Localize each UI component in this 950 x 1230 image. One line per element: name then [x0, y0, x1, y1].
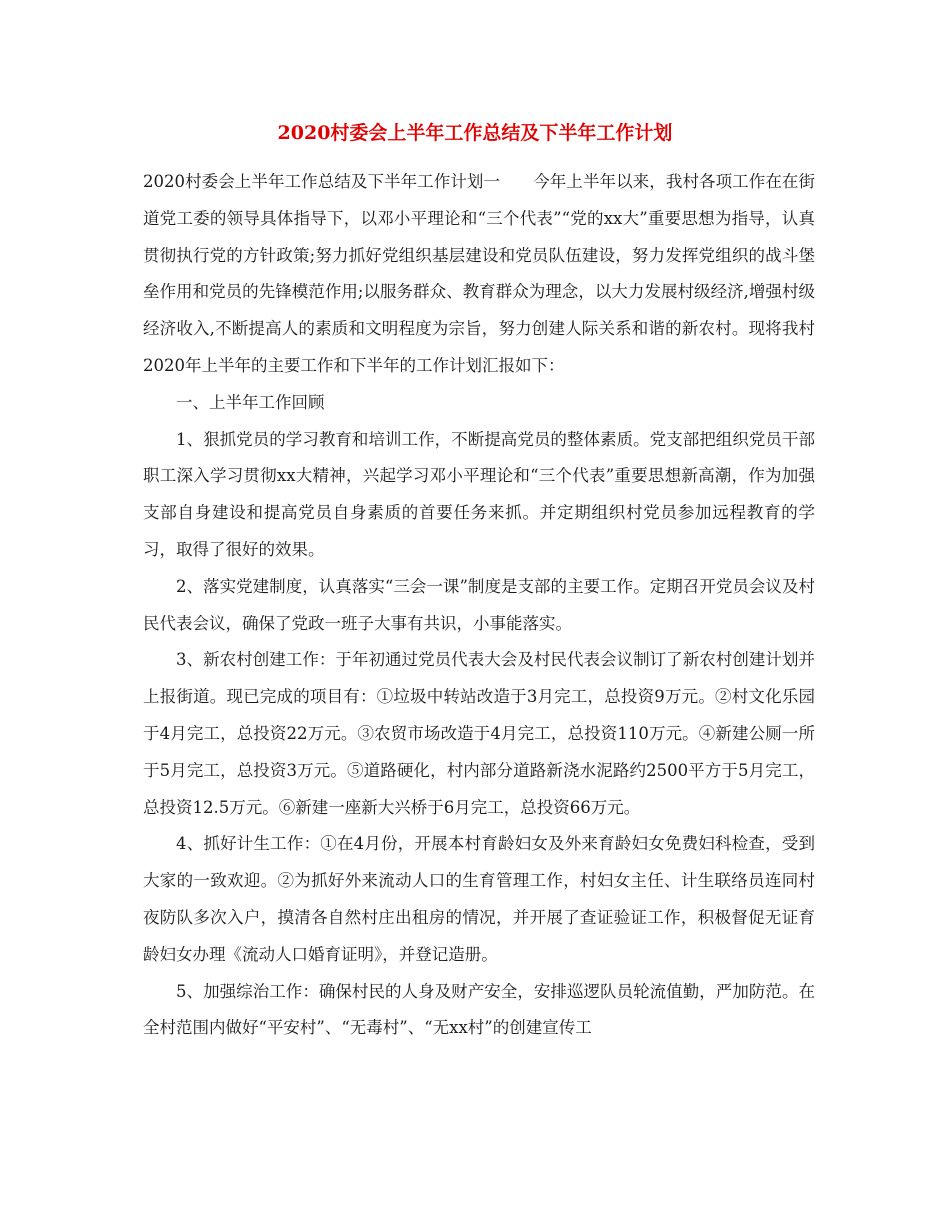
- document-title: 2020村委会上半年工作总结及下半年工作计划: [277, 122, 673, 144]
- paragraph-item-5: 5、加强综治工作：确保村民的人身及财产安全，安排巡逻队员轮流值勤，严加防范。在全村范围内做好“平安村”、“无毒村”、“无xx村”的创建宣传工: [143, 981, 815, 1038]
- section-heading-review: 一、上半年工作回顾: [176, 392, 325, 412]
- paragraph-item-2: 2、落实党建制度，认真落实“三会一课”制度是支部的主要工作。定期召开党员会议及村民代表会议，确保了党政一班子大事有共识，小事能落实。: [143, 576, 815, 633]
- paragraph-intro: 2020村委会上半年工作总结及下半年工作计划一 今年上半年以来，我村各项工作在在街道党工委的领导具体指导下，以邓小平理论和“三个代表”“党的xx大”重要思想为指导，认真贯彻执行党的方针政策;努力抓好党组织基层建设和党员队伍建设，努力发挥党组织的战斗堡垒作用和党员的先锋模范作用;以服务群众、教育群众为理念，以大力发展村级经济,增强村级经济收入,不断提高人的素质和文明程度为宗旨，努力创建人际关系和谐的新农村。现将我村2020年上半年的主要工作和下半年的工作计划汇报如下：: [143, 172, 815, 375]
- paragraph-item-4: 4、抓好计生工作：①在4月份，开展本村育龄妇女及外来育龄妇女免费妇科检查，受到大家的一致欢迎。②为抓好外来流动人口的生育管理工作，村妇女主任、计生联络员连同村夜防队多次入户，摸清各自然村庄出租房的情况，并开展了查证验证工作，积极督促无证育龄妇女办理《流动人口婚育证明》，并登记造册。: [143, 834, 815, 964]
- document-body: [143, 164, 815, 1047]
- paragraph-item-1: 1、狠抓党员的学习教育和培训工作，不断提高党员的整体素质。党支部把组织党员干部职工深入学习贯彻xx大精神，兴起学习邓小平理论和“三个代表”重要思想新高潮，作为加强支部自身建设和提高党员自身素质的首要任务来抓。并定期组织村党员参加远程教育的学习，取得了很好的效果。: [143, 429, 815, 559]
- paragraph-item-3: 3、新农村创建工作：于年初通过党员代表大会及村民代表会议制订了新农村创建计划并上报街道。现已完成的项目有：①垃圾中转站改造于3月完工，总投资9万元。②村文化乐园于4月完工，总投资22万元。③农贸市场改造于4月完工，总投资110万元。④新建公厕一所于5月完工，总投资3万元。⑤道路硬化，村内部分道路新浇水泥路约2500平方于5月完工，总投资12.5万元。⑥新建一座新大兴桥于6月完工，总投资66万元。: [143, 650, 815, 817]
